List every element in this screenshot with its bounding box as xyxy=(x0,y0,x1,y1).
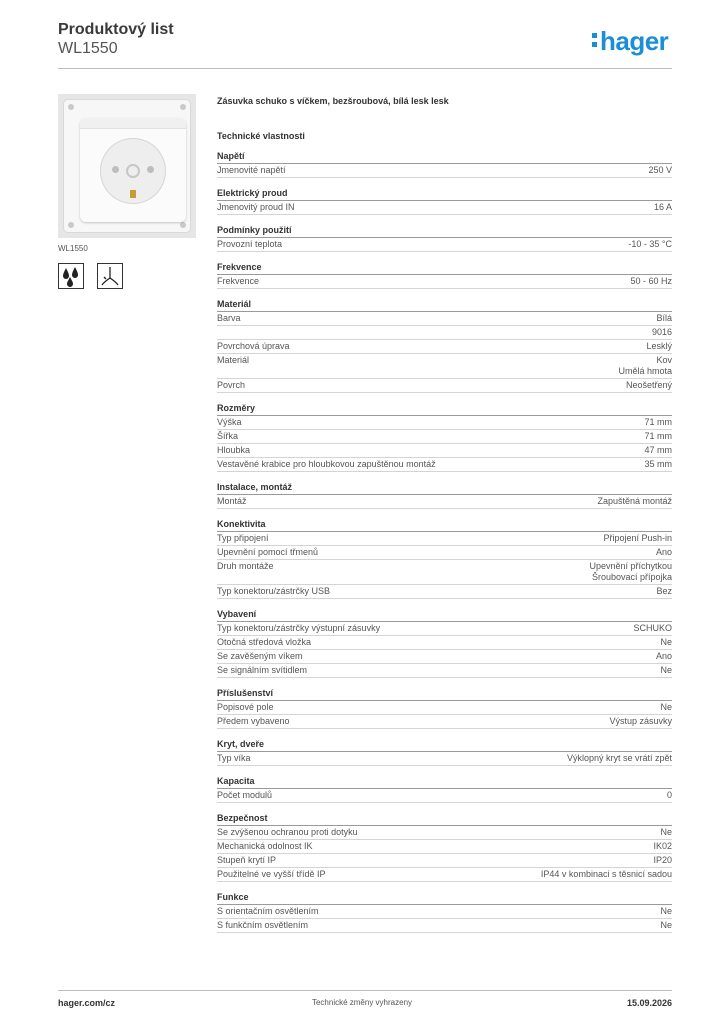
spec-label: Frekvence xyxy=(217,276,260,286)
spec-value xyxy=(656,586,672,597)
spec-value xyxy=(644,459,672,470)
spec-row xyxy=(217,664,672,678)
spec-sections xyxy=(217,151,672,933)
spec-row xyxy=(217,430,672,444)
spec-value xyxy=(630,276,672,287)
spec-value-line: 9016 xyxy=(651,327,672,337)
screw-icon xyxy=(68,222,74,228)
spec-row xyxy=(217,238,672,252)
section-title: Materiál xyxy=(217,299,672,312)
spec-value xyxy=(653,841,672,852)
spec-value-line: Neošetřený xyxy=(625,380,672,390)
section-title: Frekvence xyxy=(217,262,672,275)
spec-value xyxy=(567,753,672,764)
spec-value xyxy=(633,623,672,634)
technical-heading: Technické vlastnosti xyxy=(217,131,305,141)
spec-value-line: 0 xyxy=(666,790,672,800)
spec-label: Typ konektoru/zástrčky výstupní zásuvky xyxy=(217,623,381,633)
spec-content xyxy=(217,95,672,943)
spec-section xyxy=(217,688,672,729)
header-divider xyxy=(58,68,672,69)
spec-value-line: Upevnění příchytkou xyxy=(589,561,672,571)
spec-row xyxy=(217,650,672,664)
spec-value xyxy=(660,906,672,917)
spec-label: Typ konektoru/zástrčky USB xyxy=(217,586,331,596)
spec-section xyxy=(217,776,672,803)
spec-section xyxy=(217,739,672,766)
lid-hinge xyxy=(80,118,186,129)
socket-frame xyxy=(64,100,190,232)
spec-value-line: 47 mm xyxy=(644,445,672,455)
spec-label: Jmenovitý proud IN xyxy=(217,202,295,212)
spec-row xyxy=(217,560,672,585)
spec-label: Povrch xyxy=(217,380,246,390)
spec-value-line: SCHUKO xyxy=(633,623,672,633)
spec-value xyxy=(656,313,672,324)
spec-value xyxy=(656,651,672,662)
section-title: Instalace, montáž xyxy=(217,482,672,495)
spec-value xyxy=(660,827,672,838)
spec-value-line: 50 - 60 Hz xyxy=(630,276,672,286)
spec-label: Se zavěšeným víkem xyxy=(217,651,303,661)
spec-value xyxy=(660,665,672,676)
spec-value xyxy=(653,855,672,866)
footer-date: 15.09.2026 xyxy=(626,998,672,1008)
spec-value-line: Výklopný kryt se vrátí zpět xyxy=(566,753,672,763)
spec-row xyxy=(217,416,672,430)
spec-value-line: 250 V xyxy=(648,165,672,175)
spec-label: Povrchová úprava xyxy=(217,341,290,351)
spec-value-line: Připojení Push-in xyxy=(603,533,672,543)
footer-divider xyxy=(58,990,672,991)
spec-value-line: 35 mm xyxy=(644,459,672,469)
spec-section xyxy=(217,892,672,933)
spec-label: S funkčním osvětlením xyxy=(217,920,309,930)
section-title: Kryt, dveře xyxy=(217,739,672,752)
spec-value xyxy=(626,380,672,391)
header xyxy=(58,20,174,58)
spec-value xyxy=(648,165,672,176)
socket-lid xyxy=(80,118,186,222)
spec-label: Upevnění pomocí třmenů xyxy=(217,547,319,557)
spec-value-line: Ano xyxy=(655,651,672,661)
spec-label: Jmenovité napětí xyxy=(217,165,286,175)
spec-label: Výška xyxy=(217,417,242,427)
spec-value-line: IK02 xyxy=(653,841,672,851)
section-title: Rozměry xyxy=(217,403,672,416)
spec-row xyxy=(217,495,672,509)
spec-label: S orientačním osvětlením xyxy=(217,906,319,916)
section-title: Konektivita xyxy=(217,519,672,532)
section-title: Vybavení xyxy=(217,609,672,622)
spec-row xyxy=(217,701,672,715)
spec-row xyxy=(217,826,672,840)
spec-row xyxy=(217,379,672,393)
section-title: Příslušenství xyxy=(217,688,672,701)
spec-value xyxy=(644,417,672,428)
socket-center-icon xyxy=(126,164,140,178)
spec-label: Šířka xyxy=(217,431,239,441)
spec-value-line: Ne xyxy=(660,665,672,675)
spec-value-line: Umělá hmota xyxy=(618,366,672,376)
spec-label: Otočná středová vložka xyxy=(217,637,312,647)
spec-value-line: Zapuštěná montáž xyxy=(597,496,672,506)
socket-face xyxy=(100,138,166,204)
earth-contact-icon xyxy=(130,190,136,198)
image-caption: WL1550 xyxy=(58,244,88,253)
section-title: Podmínky použití xyxy=(217,225,672,238)
spec-section xyxy=(217,151,672,178)
spec-value xyxy=(646,341,672,352)
spec-row xyxy=(217,312,672,326)
section-title: Elektrický proud xyxy=(217,188,672,201)
spec-value-line: Šroubovací přípojka xyxy=(591,572,672,582)
spec-value xyxy=(667,790,672,801)
spec-label: Hloubka xyxy=(217,445,251,455)
spec-row xyxy=(217,622,672,636)
spec-label: Barva xyxy=(217,313,241,323)
spec-label: Použitelné ve vyšší třídě IP xyxy=(217,869,326,879)
spec-row xyxy=(217,585,672,599)
spec-row xyxy=(217,340,672,354)
spec-value xyxy=(660,702,672,713)
spec-row xyxy=(217,532,672,546)
screw-icon xyxy=(68,104,74,110)
spec-value-line: Ne xyxy=(660,637,672,647)
spec-value xyxy=(618,355,672,377)
spec-value-line: -10 - 35 °C xyxy=(628,239,672,249)
spec-value xyxy=(660,637,672,648)
product-image xyxy=(58,94,196,238)
spec-label: Druh montáže xyxy=(217,561,274,571)
spec-value-line: Výstup zásuvky xyxy=(609,716,672,726)
spec-value-line: 71 mm xyxy=(644,417,672,427)
spec-value-line: Ne xyxy=(660,827,672,837)
spec-row xyxy=(217,546,672,560)
spec-row xyxy=(217,715,672,729)
spec-value-line: IP20 xyxy=(653,855,672,865)
spec-value-line: Kov xyxy=(656,355,672,365)
spec-row xyxy=(217,201,672,215)
product-code: WL1550 xyxy=(58,40,118,57)
spec-value xyxy=(589,561,672,583)
spec-row xyxy=(217,752,672,766)
spec-value-line: 71 mm xyxy=(644,431,672,441)
spec-section xyxy=(217,262,672,289)
spec-value xyxy=(644,445,672,456)
page-title: Produktový list xyxy=(58,21,174,38)
section-title: Napětí xyxy=(217,151,672,164)
spec-row xyxy=(217,164,672,178)
screw-icon xyxy=(180,222,186,228)
spec-label: Montáž xyxy=(217,496,247,506)
spec-label: Počet modulů xyxy=(217,790,273,800)
spec-value xyxy=(652,327,672,338)
spec-value xyxy=(541,869,672,880)
spec-label: Se signálním svítidlem xyxy=(217,665,308,675)
spec-row xyxy=(217,444,672,458)
spec-section xyxy=(217,188,672,215)
spec-value xyxy=(656,547,672,558)
spec-section xyxy=(217,609,672,678)
spec-row xyxy=(217,636,672,650)
water-drops-icon xyxy=(58,263,84,289)
spec-section xyxy=(217,403,672,472)
spec-section xyxy=(217,225,672,252)
spec-section xyxy=(217,813,672,882)
footer-website: hager.com/cz xyxy=(58,998,116,1008)
flex-cable-icon xyxy=(97,263,123,289)
screw-icon xyxy=(180,104,186,110)
spec-section xyxy=(217,299,672,393)
spec-value-line: Ano xyxy=(655,547,672,557)
spec-row xyxy=(217,789,672,803)
hager-logo xyxy=(592,26,668,57)
spec-value-line: Ne xyxy=(660,920,672,930)
spec-row xyxy=(217,854,672,868)
spec-row xyxy=(217,458,672,472)
socket-pin-icon xyxy=(112,166,119,173)
spec-value-line: Bílá xyxy=(656,313,672,323)
spec-label: Se zvýšenou ochranou proti dotyku xyxy=(217,827,358,837)
spec-row xyxy=(217,905,672,919)
logo-text: hager xyxy=(600,26,669,56)
spec-value xyxy=(628,239,672,250)
spec-value-line: Bez xyxy=(656,586,672,596)
spec-value-line: IP44 v kombinaci s těsnicí sadou xyxy=(540,869,672,879)
spec-label: Stupeň krytí IP xyxy=(217,855,277,865)
spec-value xyxy=(654,202,672,213)
section-title: Kapacita xyxy=(217,776,672,789)
product-name: Zásuvka schuko s víčkem, bezšroubová, bílá lesk lesk xyxy=(217,96,449,106)
spec-label: Typ připojení xyxy=(217,533,269,543)
spec-row xyxy=(217,840,672,854)
spec-value xyxy=(660,920,672,931)
spec-label: Provozní teplota xyxy=(217,239,283,249)
spec-value-line: Ne xyxy=(660,702,672,712)
spec-row xyxy=(217,275,672,289)
spec-row xyxy=(217,919,672,933)
logo-colon-icon xyxy=(592,33,597,51)
spec-label: Předem vybaveno xyxy=(217,716,290,726)
spec-value xyxy=(644,431,672,442)
spec-label: Mechanická odolnost IK xyxy=(217,841,313,851)
spec-label: Typ víka xyxy=(217,753,251,763)
spec-value xyxy=(609,716,672,727)
spec-value xyxy=(597,496,672,507)
spec-label: Materiál xyxy=(217,355,250,365)
spec-value-line: Ne xyxy=(660,906,672,916)
spec-value xyxy=(603,533,672,544)
section-title: Funkce xyxy=(217,892,672,905)
spec-value-line: Lesklý xyxy=(646,341,672,351)
spec-section xyxy=(217,482,672,509)
socket-pin-icon xyxy=(147,166,154,173)
spec-section xyxy=(217,519,672,599)
spec-row xyxy=(217,868,672,882)
spec-label: Vestavěné krabice pro hloubkovou zapuštěnou montáž xyxy=(217,459,436,469)
spec-row xyxy=(217,354,672,379)
footer-note: Technické změny vyhrazeny xyxy=(311,998,413,1007)
spec-label: Popisové pole xyxy=(217,702,274,712)
section-title: Bezpečnost xyxy=(217,813,672,826)
spec-row xyxy=(217,326,672,340)
spec-value-line: 16 A xyxy=(653,202,672,212)
